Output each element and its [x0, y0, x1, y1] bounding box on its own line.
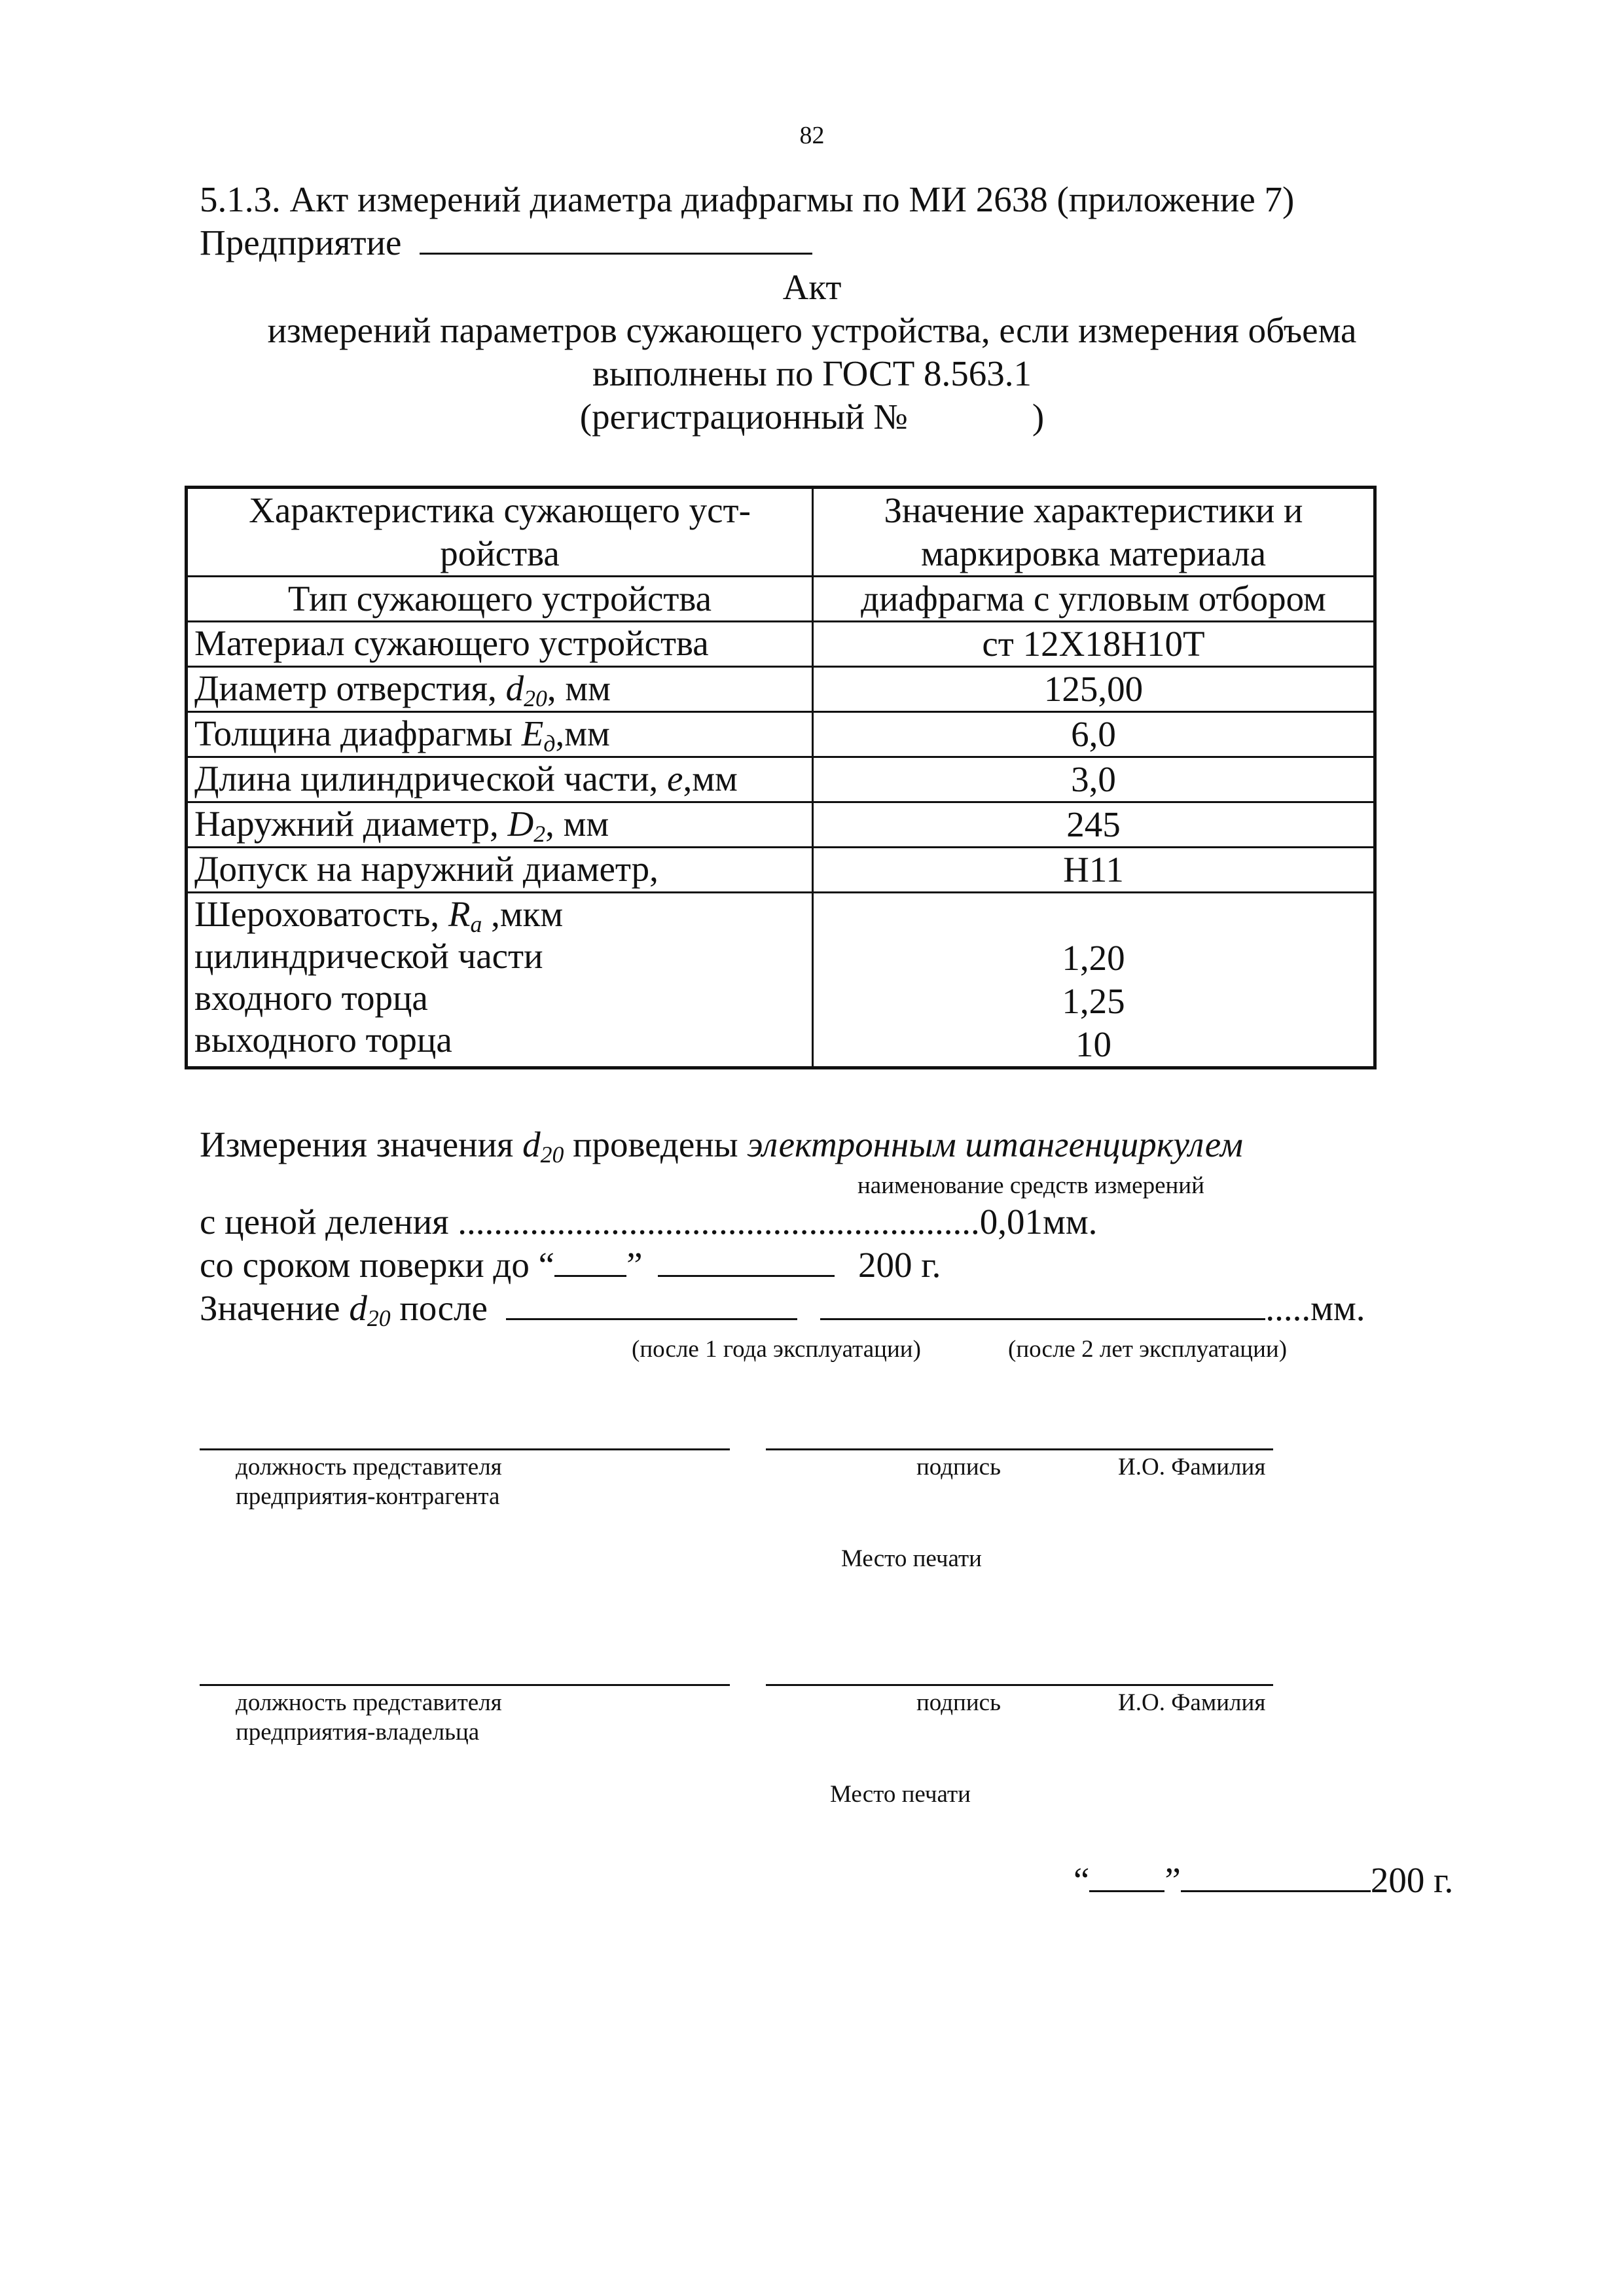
after-1-year-field[interactable] [506, 1288, 797, 1320]
signature-role-2-l2: предприятия-владельца [236, 1719, 480, 1746]
after-tail: .....мм. [1265, 1288, 1365, 1328]
table-row [187, 848, 1375, 893]
row-value: 125,00 [813, 667, 1375, 712]
verify-line: со сроком поверки до “ ” 200 г. [200, 1245, 941, 1285]
roughness-values [813, 893, 1375, 1068]
date-day-field[interactable] [1089, 1860, 1164, 1892]
date-month-field[interactable] [1181, 1860, 1371, 1892]
roughness-item-label: цилиндрической части [194, 936, 543, 976]
registration-close: ) [1032, 397, 1045, 437]
verify-month-field[interactable] [658, 1245, 835, 1277]
table-row [187, 667, 1375, 712]
table-header-row [187, 488, 1375, 577]
signature-line-role-1[interactable] [200, 1448, 730, 1450]
section-heading: 5.1.3. Акт измерений диаметра диафрагмы по МИ 2638 (приложение 7) [200, 179, 1295, 219]
instrument-caption: наименование средств измерений [857, 1172, 1204, 1199]
signature-role-1-l2: предприятия-контрагента [236, 1483, 500, 1510]
roughness-item-value: 1,25 [1062, 981, 1125, 1021]
roughness-labels: Шероховатость, $R_a$ ,мкм цилиндрической части входного торца выходного торца [187, 893, 813, 1068]
verify-day-field[interactable] [554, 1245, 626, 1277]
row-value: ст 12Х18Н10Т [813, 622, 1375, 667]
roughness-item-label: входного торца [194, 978, 428, 1018]
table-row-roughness [187, 893, 1375, 1068]
signature-line-sign-1[interactable] [766, 1448, 1273, 1450]
after-2-years-field[interactable] [820, 1288, 1265, 1320]
signature-line-role-2[interactable] [200, 1684, 730, 1686]
measurement-instrument: электронным штангенциркулем [747, 1124, 1243, 1164]
division-line [200, 1200, 1097, 1244]
after-caption-2: (после 2 лет эксплуатации) [1008, 1336, 1288, 1363]
row-value: H11 [813, 848, 1375, 893]
characteristics-table [185, 486, 1377, 1069]
date-year: 200 г. [1370, 1860, 1454, 1900]
act-subtitle-1: измерений параметров сужающего устройства, если измерения объема [267, 310, 1357, 350]
roughness-item-label: выходного торца [194, 1020, 452, 1060]
date-line: “ ” 200 г. [1074, 1860, 1454, 1900]
row-value: 6,0 [813, 712, 1375, 757]
measurement-line: Измерения значения $d_{20}$ проведены электронным штангенциркулем [200, 1124, 1243, 1168]
after-line: Значение $d_{20}$ после .....мм. [200, 1288, 1365, 1331]
signature-sign-2: подпись [916, 1689, 1001, 1716]
verify-label: со сроком поверки до [200, 1245, 530, 1285]
table-row [187, 802, 1375, 848]
page-number: 82 [799, 122, 825, 149]
stamp-place-2: Место печати [830, 1781, 971, 1808]
enterprise-field[interactable] [420, 221, 812, 255]
signature-name-1: И.О. Фамилия [1118, 1454, 1266, 1480]
table-row [187, 757, 1375, 802]
stamp-place-1: Место печати [841, 1545, 982, 1572]
roughness-item-value: 10 [1075, 1024, 1111, 1064]
signature-line-sign-2[interactable] [766, 1684, 1273, 1686]
enterprise-label: Предприятие [200, 223, 402, 262]
row-label: Допуск на наружний диаметр, [187, 848, 813, 893]
after-caption-1: (после 1 года эксплуатации) [632, 1336, 921, 1363]
row-value: 3,0 [813, 757, 1375, 802]
registration-open: (регистрационный № [579, 397, 908, 437]
act-title: Акт [782, 267, 842, 307]
row-label: Длина цилиндрической части, e,мм [187, 757, 813, 802]
signature-role-2-l1: должность представителя [236, 1689, 502, 1716]
table-header-value: Значение характеристики и маркировка материала [813, 488, 1375, 577]
enterprise-line [200, 221, 812, 264]
table-row [187, 712, 1375, 757]
table-row [187, 577, 1375, 622]
row-label: Тип сужающего устройства [187, 577, 813, 622]
table-header-characteristic: Характеристика сужающего уст- ройства [187, 488, 813, 577]
table-row [187, 622, 1375, 667]
signature-name-2: И.О. Фамилия [1118, 1689, 1266, 1716]
row-label: Наружний диаметр, $D_2$, мм [187, 802, 813, 848]
signature-role-1-l1: должность представителя [236, 1454, 502, 1480]
row-value: 245 [813, 802, 1375, 848]
division-label: с ценой деления [200, 1202, 449, 1242]
act-registration [0, 395, 1624, 439]
roughness-item-value: 1,20 [1062, 938, 1125, 978]
row-label: Материал сужающего устройства [187, 622, 813, 667]
signature-sign-1: подпись [916, 1454, 1001, 1480]
division-value: 0,01мм. [979, 1202, 1098, 1242]
act-subtitle-2: выполнены по ГОСТ 8.563.1 [592, 353, 1032, 393]
row-label: Диаметр отверстия, $d_{20}$, мм [187, 667, 813, 712]
verify-year: 200 г. [857, 1245, 941, 1285]
row-label: Толщина диафрагмы $E_д,мм$ [187, 712, 813, 757]
division-dots: .......................................................... [458, 1202, 980, 1242]
row-value: диафрагма с угловым отбором [813, 577, 1375, 622]
